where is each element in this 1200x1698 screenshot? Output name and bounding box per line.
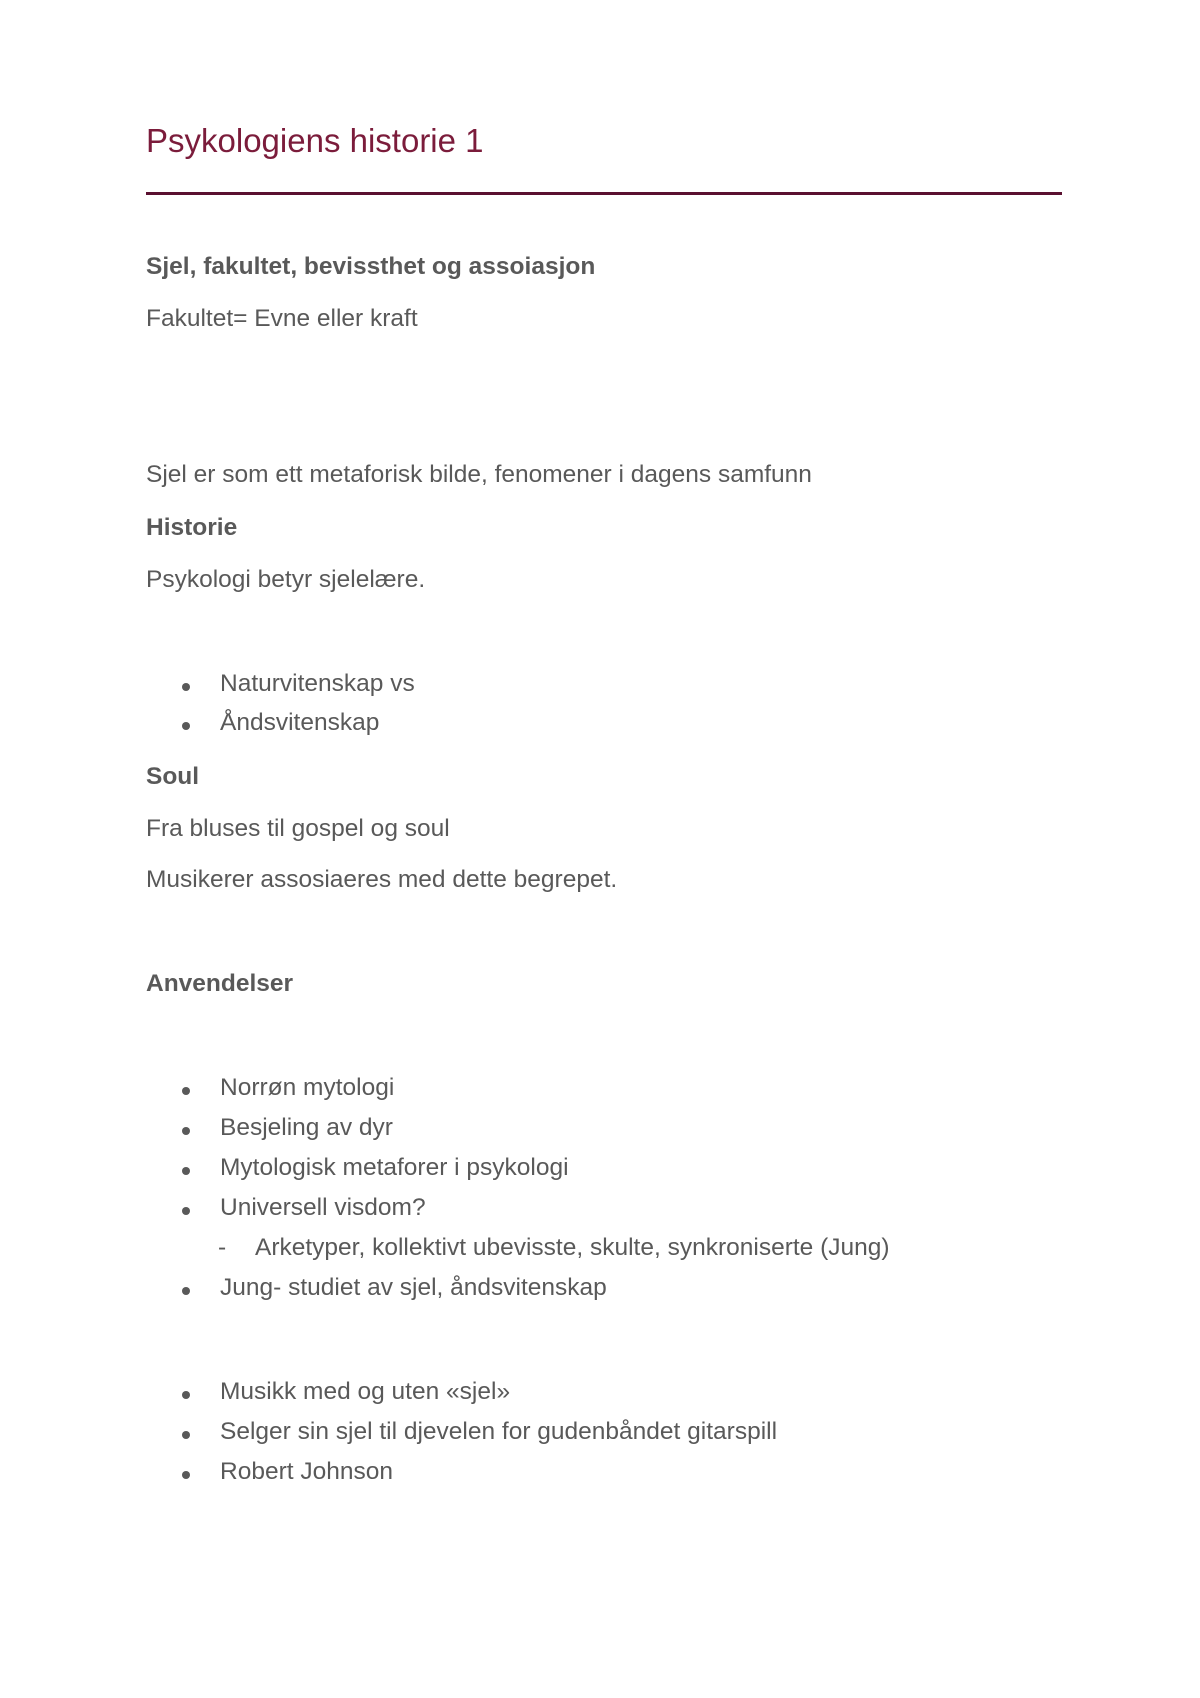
bullet-icon — [182, 1287, 190, 1295]
bullet-icon — [182, 683, 190, 691]
paragraph-musikerer: Musikerer assosiaeres med dette begrepet. — [146, 866, 618, 893]
list-item: Selger sin sjel til djevelen for gudenbåndet gitarspill — [220, 1418, 778, 1445]
list-item: Norrøn mytologi — [220, 1074, 395, 1101]
list-item: Åndsvitenskap — [220, 709, 380, 736]
list-item: Robert Johnson — [220, 1458, 393, 1485]
paragraph-bluses: Fra bluses til gospel og soul — [146, 815, 450, 842]
dash-marker: - — [218, 1234, 227, 1261]
list-item: Musikk med og uten «sjel» — [220, 1378, 511, 1405]
section-heading-soul: Soul — [146, 763, 200, 790]
paragraph-sjel: Sjel er som ett metaforisk bilde, fenomener i dagens samfunn — [146, 461, 812, 488]
list-item: Universell visdom? — [220, 1194, 426, 1221]
paragraph-psykologi: Psykologi betyr sjelelære. — [146, 566, 426, 593]
bullet-icon — [182, 1167, 190, 1175]
bullet-icon — [182, 1087, 190, 1095]
section-heading-sjel: Sjel, fakultet, bevissthet og assoiasjon — [146, 253, 596, 280]
sub-list-item: Arketyper, kollektivt ubevisste, skulte, synkroniserte (Jung) — [255, 1234, 890, 1261]
list-item: Jung- studiet av sjel, åndsvitenskap — [220, 1274, 607, 1301]
document-title: Psykologiens historie 1 — [146, 122, 484, 159]
bullet-icon — [182, 722, 190, 730]
paragraph-fakultet: Fakultet= Evne eller kraft — [146, 305, 418, 332]
section-heading-anvendelser: Anvendelser — [146, 970, 294, 997]
section-heading-historie: Historie — [146, 514, 238, 541]
bullet-icon — [182, 1127, 190, 1135]
bullet-icon — [182, 1471, 190, 1479]
bullet-icon — [182, 1431, 190, 1439]
bullet-icon — [182, 1391, 190, 1399]
list-item: Mytologisk metaforer i psykologi — [220, 1154, 569, 1181]
title-underline — [146, 192, 1062, 195]
list-item: Besjeling av dyr — [220, 1114, 393, 1141]
bullet-icon — [182, 1207, 190, 1215]
list-item: Naturvitenskap vs — [220, 670, 415, 697]
